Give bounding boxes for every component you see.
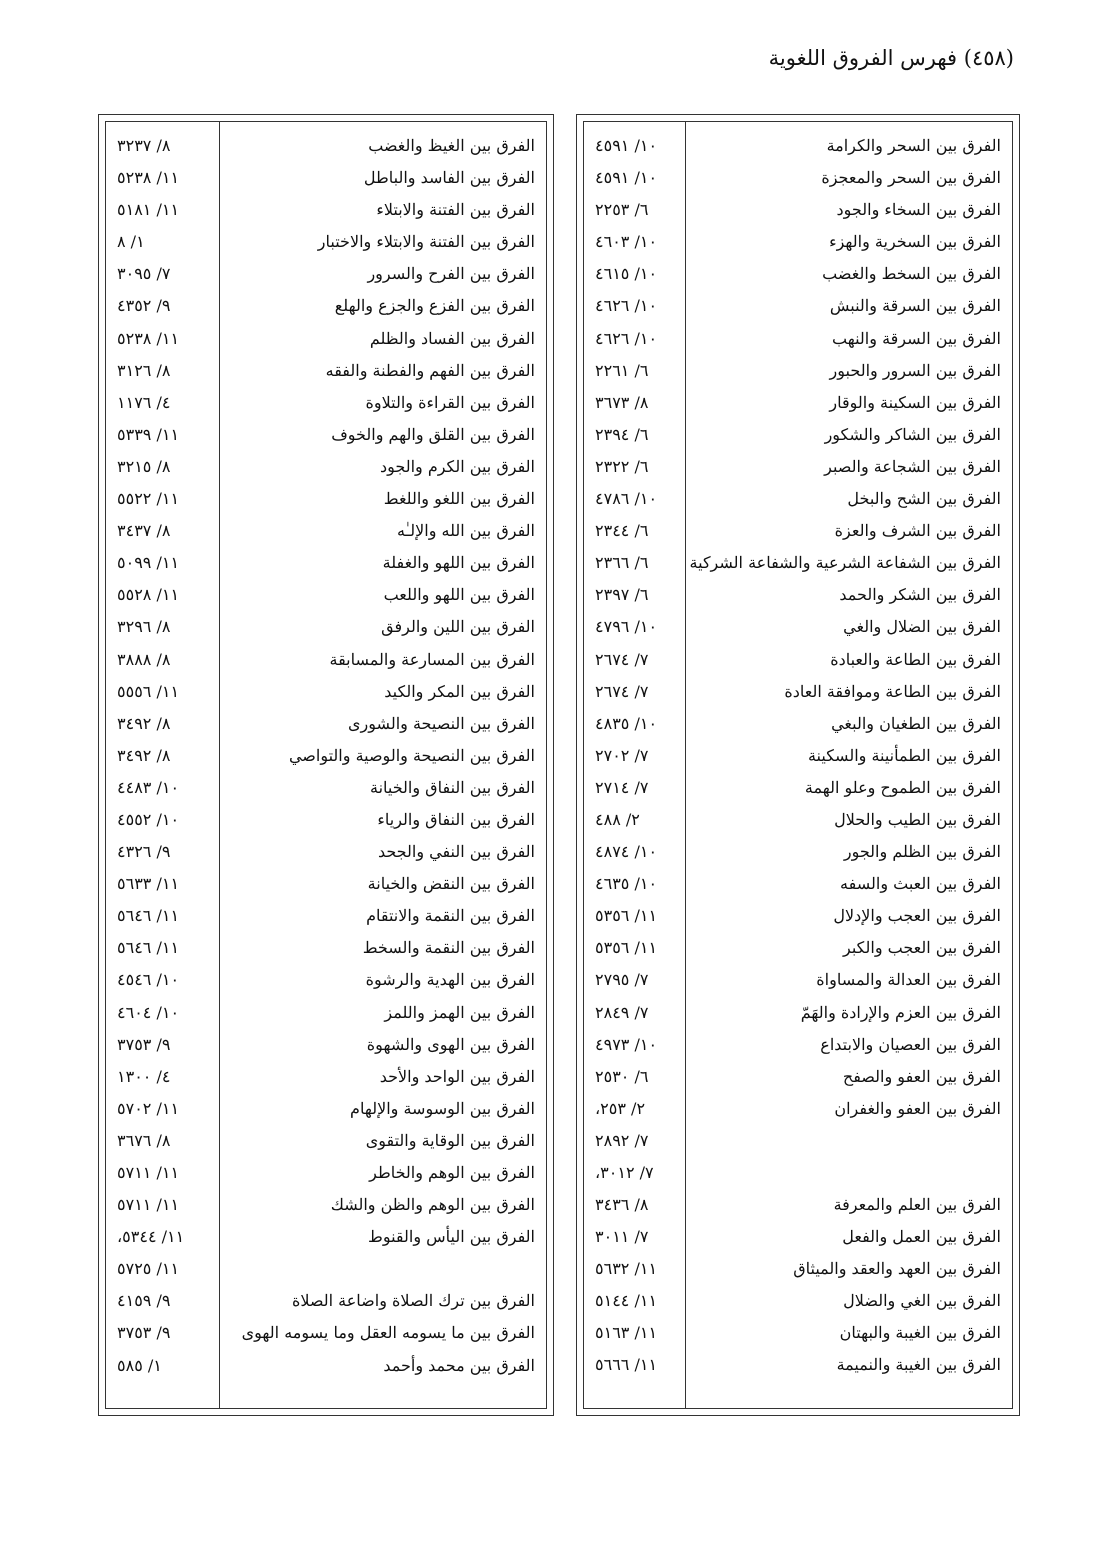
index-rows	[105, 131, 547, 1383]
index-entry	[105, 1286, 547, 1318]
entry-title: الفرق بين السحر والمعجزة	[821, 168, 1001, 188]
index-entry	[583, 1158, 1013, 1222]
index-entry	[583, 420, 1013, 452]
index-entry	[105, 612, 547, 644]
entry-reference: ٦/ ٢٣٩٧	[595, 585, 649, 605]
index-entry	[105, 163, 547, 195]
entry-reference: ١١/ ٥٦٦٦	[595, 1355, 658, 1375]
entry-reference: ٧/ ٢٨٤٩	[595, 1002, 649, 1022]
entry-title: الفرق بين الشاكر والشكور	[824, 424, 1001, 444]
index-entry	[583, 388, 1013, 420]
index-entry	[583, 484, 1013, 516]
entry-reference: ٩/ ٣٧٥٣	[117, 1323, 171, 1343]
entry-reference: ١١/ ٥٣٤٤،	[117, 1227, 185, 1247]
entry-title: الفرق بين الوقاية والتقوى	[365, 1130, 535, 1150]
index-entry	[105, 1254, 547, 1286]
entry-reference: ١١/ ٥١٦٣	[595, 1323, 658, 1343]
entry-reference: ١٠/ ٤٧٨٦	[595, 489, 658, 509]
entry-title: الفرق بين ما يسومه العقل وما يسومه الهوى	[241, 1323, 535, 1343]
entry-reference: ٨/ ٣٢٣٧	[117, 136, 171, 155]
index-entry	[583, 163, 1013, 195]
index-entry	[105, 516, 547, 548]
entry-reference: ٧/ ٣٠١٢،	[595, 1163, 654, 1182]
entry-reference: ١١/ ٥٦٣٢	[595, 1259, 658, 1279]
index-entry	[583, 709, 1013, 741]
index-entry	[105, 998, 547, 1030]
entry-reference: ٨/ ٣٦٧٣	[595, 392, 649, 412]
index-entry	[105, 773, 547, 805]
entry-title: الفرق بين الغيظ والغضب	[368, 136, 535, 155]
index-entry	[583, 1254, 1013, 1286]
entry-reference: ٩/ ٤٣٢٦	[117, 842, 171, 862]
entry-reference: ١١/ ٥٣٥٦	[595, 938, 658, 958]
entry-reference: ٧/ ٢٧١٤	[595, 777, 649, 797]
index-entry	[105, 195, 547, 227]
entry-title: الفرق بين السخاء والجود	[836, 200, 1001, 220]
entry-title: الفرق بين الشح والبخل	[847, 489, 1001, 509]
index-entry	[583, 356, 1013, 388]
index-entry	[105, 1062, 547, 1094]
index-entry	[105, 420, 547, 452]
entry-reference: ١١/ ٥٧٢٥	[117, 1259, 180, 1279]
entry-title: الفرق بين الفهم والفطنة والفقه	[325, 360, 535, 380]
index-entry	[105, 227, 547, 259]
entry-title: الفرق بين الشرف والعزة	[834, 521, 1001, 541]
entry-title: الفرق بين العبث والسفه	[840, 874, 1001, 894]
entry-title: الفرق بين العفو والغفران	[834, 1098, 1001, 1118]
index-entry	[583, 1350, 1013, 1382]
entry-reference: ٦/ ٢٣٩٤	[595, 424, 649, 444]
entry-title: الفرق بين العلم والمعرفة	[833, 1195, 1001, 1214]
entry-reference: ١٠/ ٤٧٩٦	[595, 617, 658, 637]
index-entry	[105, 1030, 547, 1062]
index-entry	[105, 1351, 547, 1383]
entry-reference: ١١/ ٥٣٥٦	[595, 906, 658, 926]
index-entry	[105, 677, 547, 709]
entry-title: الفرق بين الطغيان والبغي	[831, 713, 1001, 733]
index-entry	[583, 580, 1013, 612]
index-entry	[583, 1094, 1013, 1126]
index-entry	[583, 1126, 1013, 1158]
entry-title: الفرق بين الهوى والشهوة	[366, 1034, 535, 1054]
entry-title: الفرق بين المكر والكيد	[384, 681, 535, 701]
entry-title: الفرق بين النقض والخيانة	[367, 874, 535, 894]
entry-reference: ٦/ ٢٣٢٢	[595, 456, 649, 476]
entry-title: الفرق بين الطموح وعلو الهمة	[804, 777, 1001, 797]
entry-title: الفرق بين الوهم والخاطر	[369, 1163, 535, 1182]
index-entry	[105, 1318, 547, 1350]
entry-reference: ٤/ ١٣٠٠	[117, 1066, 171, 1086]
index-entry	[583, 933, 1013, 965]
entry-title: الفرق بين السكينة والوقار	[829, 392, 1001, 412]
index-entry	[105, 965, 547, 997]
entry-reference: ١١/ ٥٣٣٩	[117, 424, 180, 444]
entry-title: الفرق بين الفاسد والباطل	[363, 168, 535, 188]
index-entry	[583, 965, 1013, 997]
entry-reference: ٦/ ٢٢٥٣	[595, 200, 649, 220]
entry-title: الفرق بين اللهو واللعب	[383, 585, 535, 605]
entry-reference: ٦/ ٢٣٤٤	[595, 521, 649, 541]
entry-title: الفرق بين النفاق والخيانة	[369, 777, 535, 797]
index-entry	[105, 259, 547, 291]
entry-title: الفرق بين الطمأنينة والسكينة	[807, 745, 1001, 765]
index-entry	[583, 741, 1013, 773]
entry-reference: ١٠/ ٤٦٣٥	[595, 874, 658, 894]
entry-reference: ١٠/ ٤٤٨٣	[117, 777, 180, 797]
entry-title: الفرق بين الكرم والجود	[379, 456, 535, 476]
entry-reference: ٩/ ٣٧٥٣	[117, 1034, 171, 1054]
entry-reference: ١٠/ ٤٥٩١	[595, 136, 658, 155]
index-entry	[105, 291, 547, 323]
index-entry	[583, 195, 1013, 227]
entry-reference: ١/ ٨	[117, 232, 145, 252]
entry-title: الفرق بين السحر والكرامة	[826, 136, 1001, 155]
entry-reference: ١١/ ٥١٤٤	[595, 1291, 658, 1311]
index-entry	[583, 869, 1013, 901]
entry-reference: ٨/ ٣٨٨٨	[117, 649, 171, 669]
entry-reference: ١١/ ٥٥٥٦	[117, 681, 180, 701]
entry-reference: ١٠/ ٤٦١٥	[595, 264, 658, 284]
index-entry	[583, 612, 1013, 644]
entry-reference: ١٠/ ٤٦٢٦	[595, 328, 658, 348]
entry-title: الفرق بين النفي والجحد	[377, 842, 535, 862]
entry-title: الفرق بين الهدية والرشوة	[365, 970, 535, 990]
entry-reference: ١١/ ٥٢٣٨	[117, 328, 180, 348]
entry-title: الفرق بين الوهم والظن والشك	[330, 1195, 535, 1215]
entry-title: الفرق بين السرور والحبور	[829, 360, 1001, 380]
entry-reference: ١١/ ٥١٨١	[117, 200, 180, 220]
index-entry	[583, 998, 1013, 1030]
index-entry	[105, 1158, 547, 1190]
entry-reference: ١٠/ ٤٦٠٤	[117, 1002, 180, 1022]
entry-reference: ١١/ ٥٧١١	[117, 1163, 180, 1182]
entry-title: الفرق بين الضلال والغي	[843, 617, 1001, 637]
entry-reference: ٨/ ٣١٢٦	[117, 360, 171, 380]
index-entry	[105, 324, 547, 356]
entry-title: الفرق بين النقمة والانتقام	[366, 906, 535, 926]
entry-title: الفرق بين ترك الصلاة واضاعة الصلاة	[291, 1291, 535, 1311]
index-entry	[583, 259, 1013, 291]
entry-title: الفرق بين الفتنة والابتلاء والاختبار	[317, 232, 535, 252]
entry-reference: ٢/ ٢٥٣،	[595, 1098, 646, 1118]
index-entry	[583, 1030, 1013, 1062]
entry-reference: ٤/ ١١٧٦	[117, 392, 171, 412]
entry-title: الفرق بين العجب والكبر	[843, 938, 1001, 958]
entry-reference: ٦/ ٢٥٣٠	[595, 1066, 649, 1086]
entry-title: الفرق بين الظلم والجور	[843, 842, 1001, 862]
entry-reference: ١٠/ ٤٩٧٣	[595, 1034, 658, 1054]
entry-title: الفرق بين اللهو والغفلة	[382, 553, 535, 573]
index-entry	[105, 452, 547, 484]
entry-title: الفرق بين الطاعة والعبادة	[830, 649, 1001, 669]
index-entry	[105, 901, 547, 933]
index-entry	[105, 1222, 547, 1254]
entry-title: الفرق بين الغي والضلال	[843, 1291, 1001, 1311]
entry-reference: ٧/ ٣٠١١	[595, 1227, 649, 1246]
entry-title: الفرق بين القلق والهم والخوف	[331, 424, 535, 444]
entry-title: الفرق بين الغيبة والنميمة	[836, 1355, 1001, 1375]
index-entry	[105, 805, 547, 837]
entry-reference: ٨/ ٣٤٣٦	[595, 1195, 649, 1214]
index-entry	[583, 324, 1013, 356]
entry-title: الفرق بين الشكر والحمد	[839, 585, 1001, 605]
entry-reference: ٨/ ٣٤٩٢	[117, 713, 171, 733]
index-entry	[583, 1318, 1013, 1350]
entry-reference: ١١/ ٥٠٩٩	[117, 553, 180, 573]
entry-title: الفرق بين الهمز واللمز	[384, 1002, 535, 1022]
entry-reference: ٩/ ٤١٥٩	[117, 1291, 171, 1311]
entry-title: الفرق بين الفزع والجزع والهلع	[334, 296, 535, 316]
index-entry	[105, 837, 547, 869]
entry-title: الفرق بين المسارعة والمسابقة	[329, 649, 535, 669]
index-entry	[105, 1190, 547, 1222]
index-entry	[105, 388, 547, 420]
index-entry	[105, 1094, 547, 1126]
entry-title: الفرق بين العمل والفعل	[842, 1227, 1001, 1246]
index-entry	[105, 1126, 547, 1158]
entry-title: الفرق بين النفاق والرياء	[377, 809, 535, 829]
entry-title: الفرق بين السرقة والنبش	[829, 296, 1001, 316]
index-entry	[583, 805, 1013, 837]
index-entry	[105, 933, 547, 965]
index-entry	[583, 227, 1013, 259]
entry-reference: ١١/ ٥٧١١	[117, 1195, 180, 1215]
entry-reference: ٦/ ٢٣٦٦	[595, 553, 649, 573]
entry-reference: ١٠/ ٤٥٤٦	[117, 970, 180, 990]
entry-title: الفرق بين العجب والإدلال	[833, 906, 1001, 926]
entry-title: الفرق بين الشفاعة الشرعية والشفاعة الشركية	[689, 553, 1001, 573]
entry-title: الفرق بين الفتنة والابتلاء	[376, 200, 535, 220]
index-entry	[105, 709, 547, 741]
entry-reference: ١١/ ٥٦٣٣	[117, 874, 180, 894]
index-entry	[105, 484, 547, 516]
entry-title: الفرق بين الشجاعة والصبر	[824, 456, 1001, 476]
entry-reference: ٨/ ٣٢١٥	[117, 456, 171, 476]
entry-title: الفرق بين الفرح والسرور	[367, 264, 535, 284]
entry-title: الفرق بين النصيحة والشورى	[348, 713, 535, 733]
index-entry	[105, 645, 547, 677]
entry-title: الفرق بين النقمة والسخط	[362, 938, 535, 958]
entry-title: الفرق بين العفو والصفح	[842, 1066, 1001, 1086]
entry-title: الفرق بين السخط والغضب	[822, 264, 1001, 284]
index-entry	[583, 516, 1013, 548]
entry-reference: ١/ ٥٨٥	[117, 1355, 162, 1375]
entry-reference: ٧/ ٢٧٩٥	[595, 970, 649, 990]
index-entry	[105, 741, 547, 773]
entry-reference: ٩/ ٤٣٥٢	[117, 296, 171, 316]
entry-reference: ٢/ ٤٨٨	[595, 809, 640, 829]
entry-title: الفرق بين محمد وأحمد	[383, 1355, 535, 1375]
entry-reference: ١٠/ ٤٦٢٦	[595, 296, 658, 316]
entry-reference: ١٠/ ٤٨٣٥	[595, 713, 658, 733]
entry-title: الفرق بين العصيان والابتداع	[820, 1034, 1001, 1054]
entry-reference: ١١/ ٥٥٢٢	[117, 489, 180, 509]
entry-title: الفرق بين القراءة والتلاوة	[365, 392, 535, 412]
entry-reference: ١٠/ ٤٥٥٢	[117, 809, 180, 829]
entry-title: الفرق بين العدالة والمساواة	[816, 970, 1001, 990]
entry-title: الفرق بين اللغو واللغط	[383, 489, 535, 509]
index-entry	[105, 869, 547, 901]
index-entry	[105, 131, 547, 163]
entry-reference: ٧/ ٢٨٩٢	[595, 1130, 649, 1150]
entry-title: الفرق بين الفساد والظلم	[369, 328, 535, 348]
entry-reference: ١٠/ ٤٦٠٣	[595, 232, 658, 252]
entry-title: الفرق بين السرقة والنهب	[832, 328, 1001, 348]
entry-reference: ٨/ ٣٢٩٦	[117, 617, 171, 637]
entry-title: الفرق بين اليأس والقنوط	[368, 1227, 535, 1247]
entry-title: الفرق بين الواحد والأحد	[379, 1066, 535, 1086]
index-entry	[105, 356, 547, 388]
entry-title: الفرق بين الله والإلـٰه	[396, 521, 535, 541]
index-entry	[583, 548, 1013, 580]
index-entry	[583, 773, 1013, 805]
entry-title: الفرق بين اللين والرفق	[381, 617, 535, 637]
entry-reference: ١١/ ٥٢٣٨	[117, 168, 180, 188]
entry-reference: ١١/ ٥٦٤٦	[117, 938, 180, 958]
entry-reference: ٧/ ٢٦٧٤	[595, 649, 649, 669]
index-column-left	[98, 114, 554, 1416]
entry-reference: ١١/ ٥٥٢٨	[117, 585, 180, 605]
index-entry	[583, 677, 1013, 709]
entry-title: الفرق بين الغيبة والبهتان	[839, 1323, 1001, 1343]
entry-reference: ٨/ ٣٦٧٦	[117, 1130, 171, 1150]
entry-reference: ١٠/ ٤٥٩١	[595, 168, 658, 188]
entry-title: الفرق بين الطيب والحلال	[834, 809, 1001, 829]
entry-reference: ١١/ ٥٧٠٢	[117, 1098, 180, 1118]
index-entry	[583, 1286, 1013, 1318]
index-entry	[583, 645, 1013, 677]
entry-title: الفرق بين العزم والإرادة والهَمّ	[800, 1002, 1001, 1022]
index-entry	[583, 1062, 1013, 1094]
entry-title: الفرق بين الطاعة وموافقة العادة	[784, 681, 1001, 701]
index-entry	[583, 452, 1013, 484]
entry-title: الفرق بين السخرية والهزء	[829, 232, 1001, 252]
index-entry	[583, 837, 1013, 869]
entry-reference: ٨/ ٣٤٣٧	[117, 521, 171, 541]
index-entry	[583, 901, 1013, 933]
index-entry	[583, 291, 1013, 323]
index-entry	[583, 1222, 1013, 1254]
entry-reference: ٧/ ٣٠٩٥	[117, 264, 171, 284]
page-header: (٤٥٨) فهرس الفروق اللغوية	[768, 46, 1014, 70]
index-entry	[105, 548, 547, 580]
index-entry	[105, 580, 547, 612]
entry-reference: ٧/ ٢٧٠٢	[595, 745, 649, 765]
entry-title: الفرق بين النصيحة والوصية والتواصي	[288, 745, 535, 765]
entry-reference: ٦/ ٢٢٦١	[595, 360, 649, 380]
index-column-right	[576, 114, 1020, 1416]
entry-reference: ١١/ ٥٦٤٦	[117, 906, 180, 926]
index-rows	[583, 131, 1013, 1382]
index-entry	[583, 131, 1013, 163]
entry-reference: ٧/ ٢٦٧٤	[595, 681, 649, 701]
entry-reference: ٨/ ٣٤٩٢	[117, 745, 171, 765]
entry-title: الفرق بين العهد والعقد والميثاق	[793, 1259, 1001, 1279]
entry-title: الفرق بين الوسوسة والإلهام	[350, 1098, 535, 1118]
entry-reference: ١٠/ ٤٨٧٤	[595, 842, 658, 862]
